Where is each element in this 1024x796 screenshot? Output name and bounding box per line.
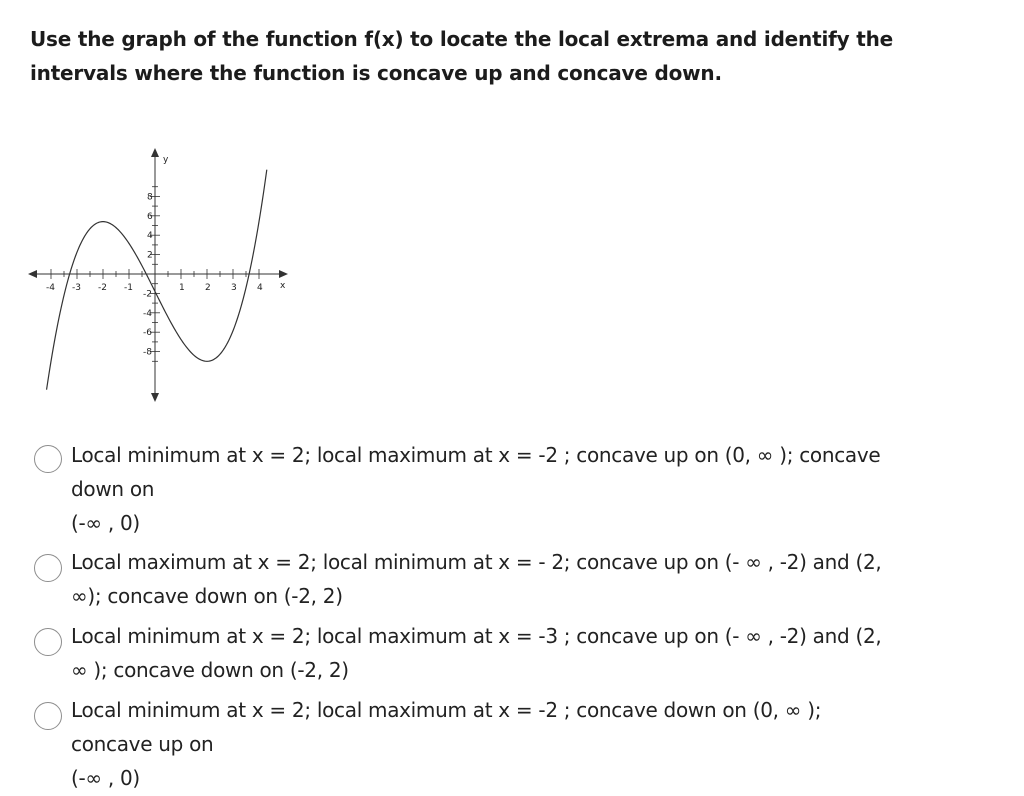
option-1-text: Local minimum at x = 2; local maximum at x = -2 ; concave up on (0, ∞ ); concave down on (-∞ , 0) [71, 443, 881, 535]
y-tick-label: 2 [147, 250, 153, 261]
y-tick-label: -4 [143, 308, 152, 319]
x-tick-label: 4 [257, 283, 263, 293]
y-tick-label: -8 [143, 347, 152, 358]
x-tick-label: -3 [72, 283, 81, 293]
x-tick-label: -4 [46, 283, 55, 293]
y-tick-label: -2 [143, 289, 152, 300]
function-graph [28, 148, 296, 410]
x-tick-label: 2 [205, 283, 211, 293]
x-axis-left-arrow [28, 270, 37, 278]
option-3-radio[interactable] [34, 628, 62, 656]
x-tick-label: 3 [231, 283, 237, 293]
x-axis-right-arrow [279, 270, 288, 278]
function-curve [47, 170, 267, 390]
option-2-text: Local maximum at x = 2; local minimum at x = - 2; concave up on (- ∞ , -2) and (2, ∞); concave down on (-2, 2) [71, 550, 882, 608]
option-1-radio[interactable] [34, 445, 62, 473]
question-text: Use the graph of the function f(x) to locate the local extrema and identify the intervals where the function is concave up and concave down. [30, 27, 893, 85]
y-tick-label: 8 [147, 192, 153, 203]
x-tick-label: -2 [98, 283, 107, 293]
x-axis-label: x [280, 281, 286, 291]
x-tick-label: 1 [179, 283, 185, 293]
y-axis-bottom-arrow [151, 393, 159, 402]
option-4-radio[interactable] [34, 702, 62, 730]
option-3-text: Local minimum at x = 2; local maximum at x = -3 ; concave up on (- ∞ , -2) and (2, ∞ ); concave down on (-2, 2) [71, 624, 882, 682]
option-4-text: Local minimum at x = 2; local maximum at x = -2 ; concave down on (0, ∞ ); concave up on (-∞ , 0) [71, 698, 822, 790]
y-axis-label: y [163, 155, 169, 165]
y-tick-label: 4 [147, 231, 153, 242]
y-axis-tick-labels [143, 192, 153, 357]
y-tick-label: 6 [147, 211, 153, 222]
option-2-radio[interactable] [34, 554, 62, 582]
x-tick-label: -1 [124, 283, 133, 293]
y-tick-label: -6 [143, 328, 152, 339]
y-axis-top-arrow [151, 148, 159, 157]
